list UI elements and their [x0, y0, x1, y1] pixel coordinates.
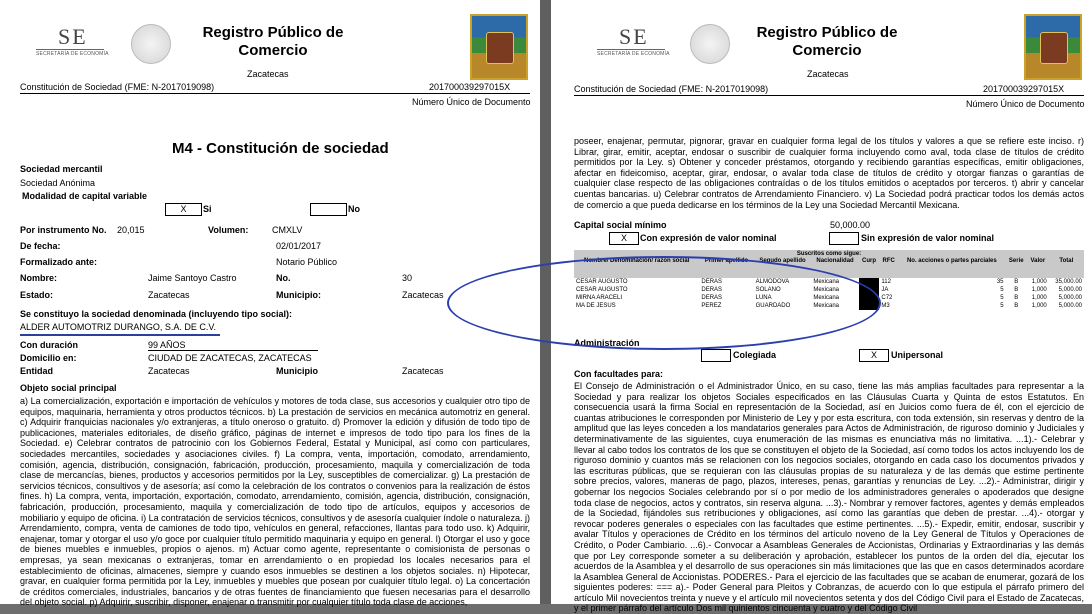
document-number-label: Número Único de Documento: [966, 99, 1085, 109]
table-cell: 1,000: [1031, 303, 1047, 309]
fecha-value: 02/01/2017: [276, 241, 322, 251]
volumen-label: Volumen:: [208, 225, 249, 235]
table-cell: 5: [1000, 287, 1004, 293]
objeto-continuation: poseer, enajenar, permutar, pignorar, gravar en cualquier forma legal de los títulos y valores a que se refiere este inciso. r) Librar, girar, emitir, aceptar, endosar o suscribir de cualquier forma incluyendo como aval, toda clase de títulos de crédito permitidos por la Ley. s) Obtener y conceder préstamos, otorgando y recibiendo garantías específicas, emitir obligaciones, afectar en fideicomiso, aceptar, girar, endosar, o avalar toda clase de títulos de crédito y otorgar fianzas o garantías de cualquier clase respecto de las obligaciones contraídas o de los títulos emitidos o aceptados por terceros. t) abrir y cancelar cuentas bancarias. u) Celebrar contratos de Arrendamiento Financiero. v) La Sociedad podrá practicar todos los demás actos de comercio a que pueda dedicarse en los términos de la Ley una Sociedad Mercantil Mexicana.: [574, 136, 1084, 210]
table-column-header: Nombre/ Denominación/ razón social: [574, 258, 699, 278]
table-column-header: Valor: [1027, 258, 1049, 278]
objeto-text: a) La comercialización, exportación e importación de vehículos y motores de toda clase, sus accesorios y cualquier otro tipo de equipos, maquinaria, herramienta y otros productos técnicos. b) La prestación de servicios en mecánica automotriz en general. c) Adquirir franquicias nacionales y/o extranjeras, a título oneroso o gratuito. d) Promover la edición y difusión de todo tipo de publicaciones, materiales editoriales, de diseño gráfico, páginas de internet e impresos de todo tipo para los fines de la Sociedad. e) Celebrar contratos de patrocinio con los Gobiernos Federal, Estatal y Municipal, así como con particulares, sociedades mercantiles, sociedades y asociaciones civiles. f) La compra, venta, importación, comodato, arrendamiento, comisión, agencia, distribución, consignación, fabricación, producción, procesamiento, maquila y comercialización de toda clase de mercancías, bienes, productos y accesorios permitidos por la Ley, susceptibles de comercializar. g) La prestación de servicios técnicos, consultivos y de asesoría; así como la celebración de los contratos o convenios para la realización de éstos fines. h) La compra, venta, importación, exportación, comodato, arrendamiento, comisión, agencia, distribución, consignación, fabricación, producción, procesamiento, maquila y comercialización de todo tipo de artículos, equipos y accesorios de mobiliario y equipo de oficina. i) La contratación de servicios técnicos, consultivos y de asesoría cualquier índole o naturaleza. j) Arrendamiento, compra, venta de camiones de todo tipo, vehículos en general, refacciones, llantas para todo uso. k) Adquirir, enajenar, tomar y otorgar el uso y/o goce por cualquier título permitido maquinaria y equipo en general. l) Otorgar el uso y goce de bienes muebles e inmuebles, propios o ajenos. m) Actuar como agente, representante o comisionista de personas o empresas, ya sean mexicanas o extranjeras, tomar en arrendamiento o en propiedad los locales necesarios para el establecimiento de oficinas, almacenes, siempre y cuando esos inmuebles se destinen a los objetos sociales. n) Hipotecar, gravar, en cualquier forma permitida por la Ley, inmuebles y muebles que posean por cualquier título legal. o) La concertación de créditos comerciales, industriales, bancarios y de otras fuentes de financiamiento que fuesen necesarias para el desarrollo del objeto social. p) Adquirir, suscribir, disponer, enajenar o transmitir por cualquier título toda clase de acciones,: [20, 396, 530, 608]
table-column-header: Segudo apellido: [754, 258, 812, 278]
table-cell: 5: [1000, 295, 1004, 301]
table-cell: B: [1014, 287, 1019, 293]
denominacion-label: Se constituyo la sociedad denominada (incluyendo tipo social):: [20, 309, 293, 319]
table-cell: DERAS: [701, 279, 723, 285]
table-cell: 35,000.00: [1055, 279, 1082, 285]
blue-ellipse-annotation: [447, 256, 881, 350]
table-cell: M3: [881, 303, 890, 309]
con-expresion-checkbox[interactable]: X: [609, 232, 639, 245]
table-cell: 5: [1000, 303, 1004, 309]
instrumento-value: 20,015: [117, 225, 145, 235]
entidad-label: Entidad: [20, 366, 53, 376]
logo-rule: [597, 49, 665, 50]
instrumento-label: Por instrumento No.: [20, 225, 107, 235]
table-cell: Mexicana: [813, 279, 840, 285]
table-cell: SOLANO: [755, 287, 781, 293]
table-cell: 1,000: [1031, 287, 1047, 293]
table-column-header: Primer apellido: [699, 258, 753, 278]
table-cell: 1,000: [1031, 295, 1047, 301]
table-cell: ALMODOVA: [755, 279, 790, 285]
table-cell: PEREZ: [701, 303, 722, 309]
table-cell: 112: [881, 279, 891, 285]
logo-rule: [36, 49, 104, 50]
denominacion-value: ALDER AUTOMOTRIZ DURANGO, S.A. DE C.V.: [20, 322, 217, 332]
capital-variable-si-checkbox[interactable]: X: [165, 203, 202, 216]
municipio-label: Municipio:: [276, 290, 321, 300]
numero-label: No.: [276, 273, 291, 283]
municipio-value: Zacatecas: [402, 290, 444, 300]
capital-value: 50,000.00: [830, 220, 871, 230]
table-cell: JA: [881, 287, 889, 293]
header-rule: [574, 95, 1084, 96]
duracion-rule: [148, 350, 318, 351]
domicilio-label: Domicilio en:: [20, 353, 77, 363]
table-cell: CESAR AUGUSTO: [576, 279, 628, 285]
volumen-value: CMXLV: [272, 225, 303, 235]
table-column-header: Total: [1049, 258, 1084, 278]
duracion-label: Con duración: [20, 340, 78, 350]
city-label: Zacatecas: [247, 69, 289, 79]
table-cell: Mexicana: [813, 303, 840, 309]
table-group-header: Suscritos como sigue:: [574, 250, 1084, 258]
document-number: 201700039297015X: [983, 84, 1065, 94]
constitution-label: Constitución de Sociedad (FME: N-2017019098): [574, 84, 769, 94]
colegiada-label: Colegiada: [733, 350, 777, 360]
nombre-value: Jaime Santoyo Castro: [148, 273, 237, 283]
table-cell: MIRNA ARACELI: [576, 295, 623, 301]
unipersonal-label: Unipersonal: [891, 350, 944, 360]
table-cell: 5,000.00: [1058, 295, 1082, 301]
capital-variable-label: Modalidad de capital variable: [22, 191, 148, 201]
municipio2-value: Zacatecas: [402, 366, 444, 376]
unipersonal-checkbox[interactable]: X: [859, 349, 889, 362]
zacatecas-crest-icon: [470, 14, 528, 80]
no-label: No: [348, 204, 360, 214]
se-logo-subtext: SECRETARÍA DE ECONOMÍA: [597, 51, 670, 57]
section-heading: M4 - Constitución de sociedad: [172, 140, 389, 157]
blue-underline-annotation: [20, 334, 220, 336]
table-cell: 1,000: [1031, 279, 1047, 285]
table-cell: MA DE JESUS: [576, 303, 616, 309]
document-number-label: Número Único de Documento: [412, 97, 531, 107]
table-column-header: RFC: [879, 258, 898, 278]
se-logo-subtext: SECRETARÍA DE ECONOMÍA: [36, 51, 109, 57]
sin-expresion-checkbox[interactable]: [829, 232, 859, 245]
facultades-label: Con facultades para:: [574, 369, 664, 379]
table-column-header: Curp: [859, 258, 880, 278]
table-cell: CESAR AUGUSTO: [576, 287, 628, 293]
table-cell: 5,000.00: [1058, 287, 1082, 293]
page-title: Registro Público de Comercio: [202, 24, 344, 59]
table-column-header: Nacionalidad: [811, 258, 858, 278]
table-cell: C72: [881, 295, 893, 301]
table-cell: 35: [996, 279, 1004, 285]
document-number: 201700039297015X: [429, 82, 511, 92]
estado-label: Estado:: [20, 290, 54, 300]
sociedad-mercantil-label: Sociedad mercantil: [20, 164, 103, 174]
domicilio-value: CIUDAD DE ZACATECAS, ZACATECAS: [148, 353, 312, 363]
entidad-value: Zacatecas: [148, 366, 190, 376]
page-title: Registro Público de Comercio: [756, 24, 898, 59]
facultades-text: El Consejo de Administración o el Administrador Único, en su caso, tiene las más amplias facultades para representar a la Sociedad y para realizar los objetos Sociales especificados en las Cláusulas Cuarta y Quinta de estos Estatutos. En consecuencia usará la firma Social en representación de la Sociedad, así en Juicios como fuera de él, con el ejercicio de cuantas atribuciones le corresponden por Ministerio de Ley y por esta escritura, con toda extensión, sin reservas y dentro de la amplitud que las leyes conceden a los mandatarios generales para Actos de Administración, de riguroso dominio y Judiciales y determinativamente de las siguientes, cuya enumeración de las mismas es enunciativa más no limitativa. ...1).- Celebrar y llevar al cabo todos los contratos de los que se constituyen el objeto de la Sociedad, así como todos los actos incluyendo los de riguroso dominio y cuantos más se relacionen con los negocios sociales, otorgando en cada caso los documentos privados y las escrituras públicas, que se requieran con las cláusulas propias de su naturaleza y de las demás que estime pertinente sobre precios, valores, maneras de pago, plazos, intereses, penas, garantías y renuncias de Ley. ...2).- Administrar, dirigir y gobernar los negocios Sociales celebrando por sí o por medio de los administradores generales o apoderados que designe toda clase de negocios, actos y contratos, sin reserva alguna. ...3).- Nombrar y remover factores, agentes y demás empleados de la Sociedad, fijándoles sus retribuciones y obligaciones, así como las garantías que deben de prestar. ...4).- otorgar y revocar poderes generales o especiales con las facultades que estime pertinentes. ...5).- Expedir, emitir, endosar, suscribir y avalar Títulos y operaciones de Crédito en los términos del artículo noveno de la Ley General de Títulos y Operaciones de Crédito, o Poder Cambiario. ...6).- Convocar a Asambleas Generales de Accionistas, Ordinarias y Extraordinarias y las demás que por Ley corresponde someter a su deliberación y aprobación, establecer los puntos de la orden del día, ejecutar los acuerdos de la Asamblea y el desarrollo de sus operaciones sin más limitaciones que las que en casos determinados acordare la Asamblea General de Accionistas. PODERES.- Para el ejercicio de las facultades que se acaban de enumerar, gozará de los siguientes poderes: === a).- Poder General para Pleitos y Cobranzas, de acuerdo con lo que estipula el párrafo primero del artículo Mil novecientos treinta y nueve y el artículo mil novecientos setenta y dos del Código Civil para el Estado de Zacatecas, y el primer párrafo del artículo Dos mil quinientos cincuenta y cuatro y del Código Civil: [574, 381, 1084, 614]
numero-value: 30: [402, 273, 413, 283]
table-column-header: Serie: [1006, 258, 1027, 278]
mexico-seal-icon: [690, 24, 730, 64]
objeto-label: Objeto social principal: [20, 383, 117, 393]
sociedad-type: Sociedad Anónima: [20, 178, 96, 188]
fecha-label: De fecha:: [20, 241, 61, 251]
nombre-label: Nombre:: [20, 273, 58, 283]
table-cell: Mexicana: [813, 287, 840, 293]
city-label: Zacatecas: [807, 69, 849, 79]
table-cell: Mexicana: [813, 295, 840, 301]
estado-value: Zacatecas: [148, 290, 190, 300]
capital-label: Capital social mínimo: [574, 220, 667, 230]
constitution-label: Constitución de Sociedad (FME: N-2017019098): [20, 82, 215, 92]
mexico-seal-icon: [131, 24, 171, 64]
formalizado-label: Formalizado ante:: [20, 257, 98, 267]
se-logo: SE: [619, 24, 649, 49]
formalizado-value: Notario Público: [276, 257, 338, 267]
duracion-value: 99 AÑOS: [148, 340, 186, 350]
table-cell: B: [1014, 279, 1019, 285]
colegiada-checkbox[interactable]: [701, 349, 731, 362]
table-cell: B: [1014, 295, 1019, 301]
sin-expresion-label: Sin expresión de valor nominal: [861, 233, 995, 243]
table-cell: LUNA: [755, 295, 772, 301]
table-cell: 5,000.00: [1058, 303, 1082, 309]
table-cell: B: [1014, 303, 1019, 309]
se-logo: SE: [58, 24, 88, 49]
administracion-label: Administración: [574, 338, 640, 348]
table-cell: DERAS: [701, 287, 723, 293]
table-cell: GUARDADO: [755, 303, 791, 309]
con-expresion-label: Con expresión de valor nominal: [640, 233, 777, 243]
capital-variable-no-checkbox[interactable]: [310, 203, 347, 216]
table-column-header: No. acciones o partes parciales: [898, 258, 1005, 278]
municipio2-label: Municipio: [276, 366, 318, 376]
header-rule: [20, 93, 530, 94]
zacatecas-crest-icon: [1024, 14, 1082, 80]
si-label: Si: [203, 204, 212, 214]
table-cell: DERAS: [701, 295, 723, 301]
